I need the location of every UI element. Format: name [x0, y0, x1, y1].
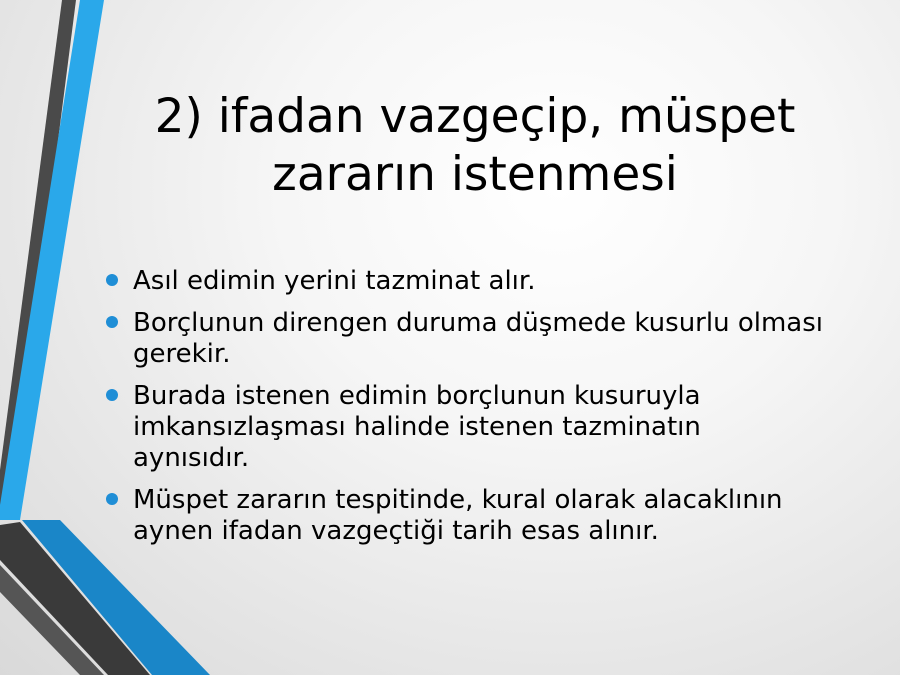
bullet-item-4: [104, 485, 824, 547]
bullet-list: [104, 266, 824, 558]
bullet-dot-icon: [106, 316, 118, 328]
bullet-dot-icon: [106, 493, 118, 505]
bullet-item-1: [104, 266, 824, 297]
slide-title: [100, 88, 850, 204]
title-line-2: zararın istenmesi: [272, 147, 678, 202]
dark-vertical-stripe: [0, 0, 76, 505]
bullet-dot-icon: [106, 389, 118, 401]
bullet-text-3: Burada istenen edimin borçlunun kusuruyla imkansızlaşması halinde istenen tazminatın aynısıdır.: [133, 381, 701, 473]
bullet-dot-icon: [106, 274, 118, 286]
title-line-1: 2) ifadan vazgeçip, müspet: [154, 89, 796, 144]
bullet-text-1: Asıl edimin yerini tazminat alır.: [133, 266, 536, 296]
bullet-text-4: Müspet zararın tespitinde, kural olarak alacaklının aynen ifadan vazgeçtiği tarih esas alınır.: [133, 485, 783, 546]
bullet-item-2: [104, 308, 824, 370]
bullet-item-3: [104, 381, 824, 474]
bullet-text-2: Borçlunun direngen duruma düşmede kusurlu olması gerekir.: [133, 308, 823, 369]
